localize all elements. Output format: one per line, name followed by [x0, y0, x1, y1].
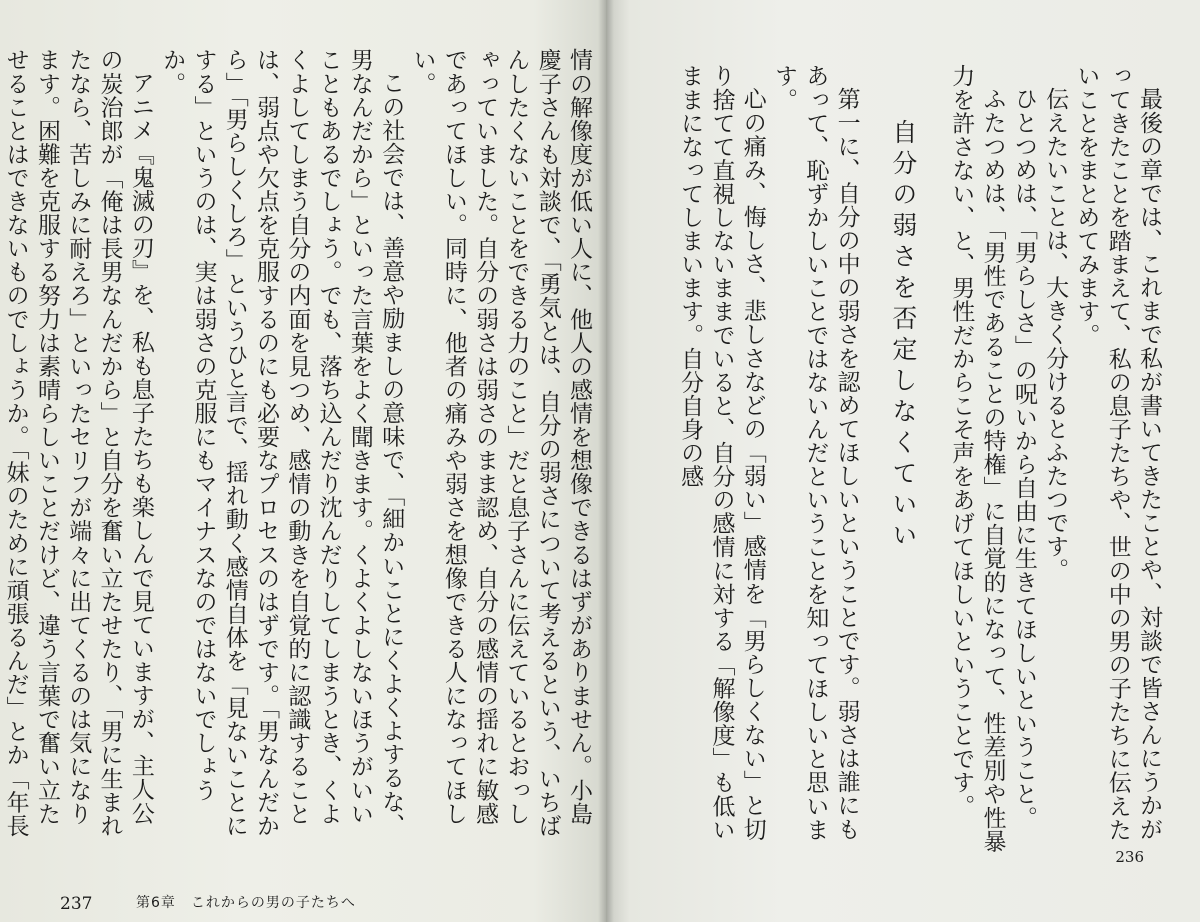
right-page	[606, 0, 1200, 922]
page-number-left: 237	[60, 894, 93, 914]
intro-paragraph-3: ひとつめは、「男らしさ」の呪いから自由に生きてほしいということ。	[1010, 87, 1037, 830]
book-gutter	[598, 0, 614, 922]
body-paragraph-1: 第一に、自分の中の弱さを認めてほしいということです。弱さは誰にもあって、恥ずかしいことではないんだということを知ってほしいと思います。	[771, 64, 860, 842]
body-paragraph-2: 心の痛み、悔しさ、悲しさなどの「弱い」感情を「男らしくない」と切り捨てて直視しないままでいると、自分の感情に対する「解像度」も低いままになってしまいます。自分自身の感	[677, 64, 766, 842]
intro-paragraph-1: 最後の章では、これまで私が書いてきたことや、対談で皆さんにうかがってきたことを踏まえて、私の息子たちや、世の中の男の子たちに伝えたいことをまとめてみます。	[1073, 64, 1162, 842]
right-page-text	[644, 64, 1164, 864]
page-number-right: 236	[1115, 848, 1144, 866]
left-paragraph-1: 情の解像度が低い人に、他人の感情を想像できるはずがありません。小島慶子さんも対談で、「勇気とは、自分の弱さについて考えるという、いちばんしたくないことをできる力のこと」だと息子さんに伝えているとおっしゃっていました。自分の弱さは弱さのまま認め、自分の感情の揺れに敏感であってほしい。同時に、他者の痛みや弱さを想像できる人になってほしい。	[409, 48, 592, 838]
left-page-text	[2, 48, 594, 838]
left-paragraph-2: この社会では、善意や励ましの意味で、「細かいことにくよくよするな、男なんだから」といった言葉をよく聞きます。くよくよしないほうがいいこともあるでしょう。でも、落ち込んだり沈んだりしてしまうとき、くよくよしてしまう自分の内面を見つめ、感情の動きを自覚的に認識することは、弱点や欠点を克服するのにも必要なプロセスのはずです。「男なんだから」「男らしくしろ」というひと言で、揺れ動く感情自体を「見ないことにする」というのは、実は弱さの克服にもマイナスなのではないでしょうか。	[159, 48, 405, 838]
section-heading: 自分の弱さを否定しなくていい	[888, 119, 918, 553]
intro-paragraph-2: 伝えたいことは、大きく分けるとふたつです。	[1042, 87, 1069, 582]
left-paragraph-3: アニメ『鬼滅の刃』を、私も息子たちも楽しんで見ていますが、主人公の炭治郎が「俺は長男なんだから」と自分を奮い立たせたり、「男に生まれたなら、苦しみに耐えろ」といったセリフが端々に出てくるのは気になります。困難を克服する努力は素晴らしいことだけど、違う言葉で奮い立たせることはできないものでしょうか。「妹のために頑張るんだ」とか「年長	[2, 48, 154, 838]
intro-paragraph-4: ふたつめは、「男性であることの特権」に自覚的になって、性差別や性暴力を許さない、と、男性だからこそ声をあげてほしいということです。	[948, 64, 1006, 853]
running-head: 第6章 これからの男の子たちへ	[136, 895, 356, 911]
